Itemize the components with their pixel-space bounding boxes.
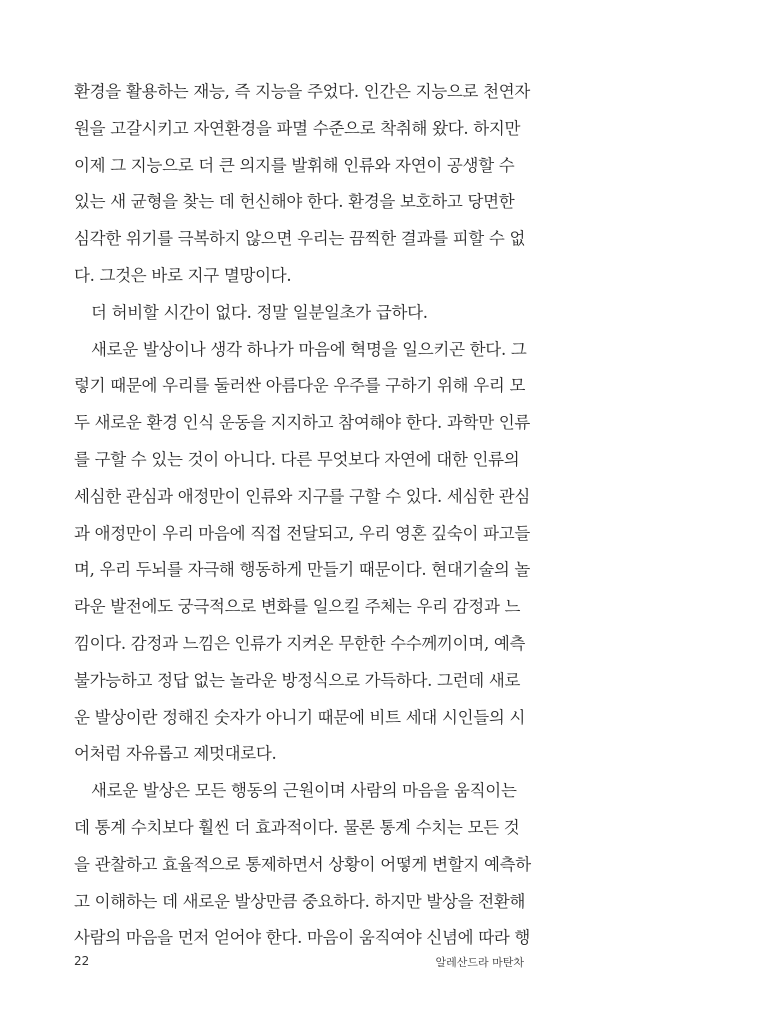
text-line: 세심한 관심과 애정만이 인류와 지구를 구할 수 있다. 세심한 관심 — [74, 486, 531, 506]
text-line: 렇기 때문에 우리를 둘러싼 아름다운 우주를 구하기 위해 우리 모 — [74, 376, 526, 396]
text-line: 를 구할 수 있는 것이 아니다. 다른 무엇보다 자연에 대한 인류의 — [74, 449, 520, 469]
text-line: 어처럼 자유롭고 제멋대로다. — [74, 744, 277, 764]
text-line: 환경을 활용하는 재능, 즉 지능을 주었다. 인간은 지능으로 천연자 — [74, 82, 531, 101]
running-footer-author: 알레산드라 마탄차 — [435, 956, 524, 969]
text-line: 있는 새 균형을 찾는 데 헌신해야 한다. 환경을 보호하고 당면한 — [74, 192, 515, 212]
text-line: 원을 고갈시키고 자연환경을 파멸 수준으로 착취해 왔다. 하지만 — [74, 118, 521, 138]
text-line: 데 통계 수치보다 훨씬 더 효과적이다. 물론 통계 수치는 모든 것 — [74, 817, 520, 837]
page-number: 22 — [74, 954, 90, 968]
text-line: 새로운 발상은 모든 행동의 근원이며 사람의 마음을 움직이는 — [91, 781, 517, 801]
text-line: 두 새로운 환경 인식 운동을 지지하고 참여해야 한다. 과학만 인류 — [74, 413, 531, 433]
text-line: 며, 우리 두뇌를 자극해 행동하게 만들기 때문이다. 현대기술의 놀 — [74, 560, 531, 580]
text-line: 고 이해하는 데 새로운 발상만큼 중요하다. 하지만 발상을 전환해 — [74, 891, 526, 911]
text-line: 사람의 마음을 먼저 얻어야 한다. 마음이 움직여야 신념에 따라 행 — [74, 928, 531, 948]
text-line: 불가능하고 정답 없는 놀라운 방정식으로 가득하다. 그런데 새로 — [74, 670, 521, 690]
text-line: 라운 발전에도 궁극적으로 변화를 일으킬 주체는 우리 감정과 느 — [74, 597, 521, 617]
text-line: 다. 그것은 바로 지구 멸망이다. — [74, 265, 292, 285]
text-line: 더 허비할 시간이 없다. 정말 일분일초가 급하다. — [91, 302, 428, 322]
body-text — [74, 74, 531, 957]
text-line: 심각한 위기를 극복하지 않으면 우리는 끔찍한 결과를 피할 수 없 — [74, 229, 526, 249]
text-line: 을 관찰하고 효율적으로 통제하면서 상황이 어떻게 변할지 예측하 — [74, 854, 531, 874]
text-line: 낌이다. 감정과 느낌은 인류가 지켜온 무한한 수수께끼이며, 예측 — [74, 633, 526, 653]
text-line: 운 발상이란 정해진 숫자가 아니기 때문에 비트 세대 시인들의 시 — [74, 707, 526, 727]
text-line: 이제 그 지능으로 더 큰 의지를 발휘해 인류와 자연이 공생할 수 — [74, 155, 515, 175]
text-line: 과 애정만이 우리 마음에 직접 전달되고, 우리 영혼 깊숙이 파고들 — [74, 523, 531, 543]
text-line: 새로운 발상이나 생각 하나가 마음에 혁명을 일으키곤 한다. 그 — [91, 339, 527, 359]
